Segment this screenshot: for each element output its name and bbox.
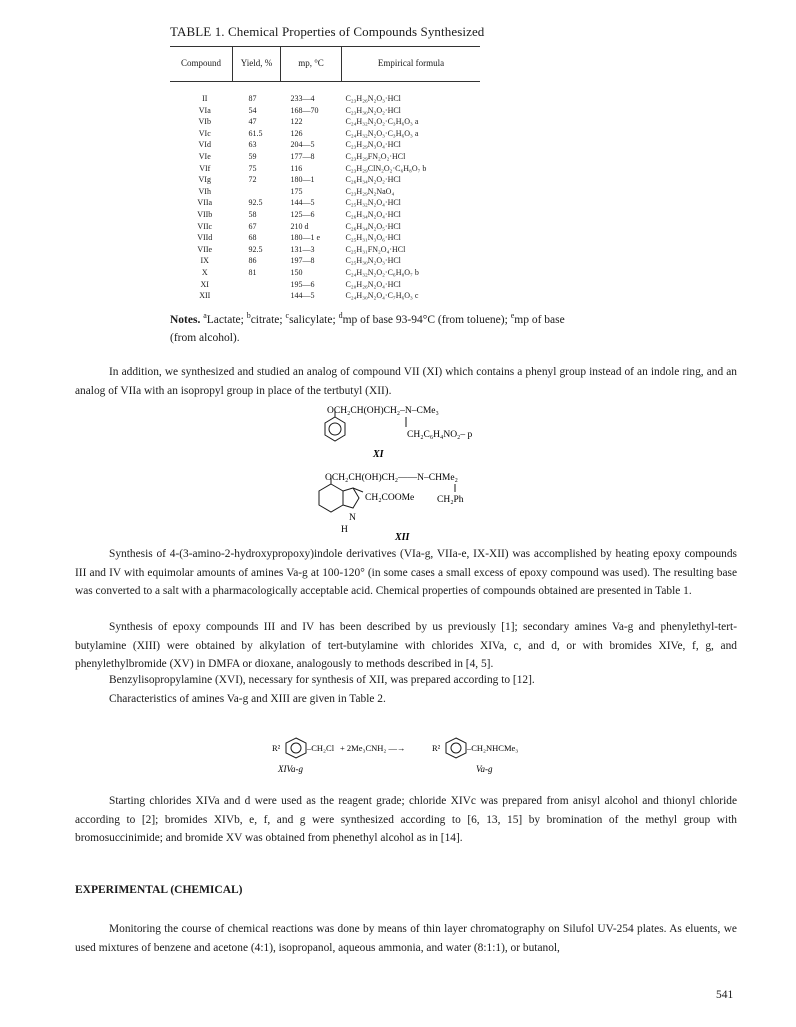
formula-cell: C₂₃H₂₉ClN₂O₂·C₆H₈O₇ b	[345, 163, 427, 173]
formula-cell: C₂₃H₃₀N₂O₂·HCl	[345, 105, 401, 115]
line-benzylisopropylamine: Benzylisopropylamine (XVI), necessary for synthesis of XII, was prepared according to [12].	[109, 674, 535, 686]
reaction-label-left: XIVa-g	[278, 764, 303, 774]
yield-cell: 47	[248, 117, 257, 127]
table-row	[170, 116, 480, 128]
yield-cell: 81	[248, 267, 257, 277]
xii-right-sub: CH₂Ph	[437, 495, 464, 505]
table-row	[170, 232, 480, 244]
yield-cell: 59	[248, 151, 257, 161]
header-compound: Compound	[170, 47, 233, 82]
notes-line2: (from alcohol).	[170, 331, 240, 344]
notes-label: Notes.	[170, 313, 201, 326]
yield-cell: 75	[248, 163, 257, 173]
structure-xi-diagram	[315, 403, 485, 463]
yield-cell: 68	[248, 233, 257, 243]
mp-cell: 168—70	[290, 105, 319, 115]
mp-cell: 150	[290, 267, 303, 277]
compound-cell: VIIb	[197, 209, 213, 219]
formula-cell: C₂₄H₃₀N₂O₄·C₇H₆O₃ c	[345, 291, 419, 301]
compound-cell: VIh	[198, 186, 211, 196]
note-c: salicylate;	[289, 313, 339, 326]
table-row	[170, 82, 480, 105]
xii-h: H	[341, 525, 348, 535]
mp-cell: 131—3	[290, 244, 315, 254]
note-d: mp of base 93-94°C (from toluene);	[342, 313, 511, 326]
table-row	[170, 209, 480, 221]
yield-cell: 58	[248, 209, 257, 219]
table-row	[170, 244, 480, 256]
formula-cell: C₂₆H₃₄N₂O₄·HCl	[345, 209, 401, 219]
compound-cell: VIf	[199, 163, 211, 173]
compound-cell: XII	[199, 291, 211, 301]
formula-cell: C₂₃H₂₉N₃O₄·HCl	[345, 140, 401, 150]
formula-cell: C₂₃H₂₆N₂O₃·HCl	[345, 94, 401, 103]
table-row	[170, 290, 480, 302]
table-row	[170, 163, 480, 175]
xii-chain: OCH₂CH(OH)CH₂——N–CHMe₂	[325, 473, 458, 483]
chemical-properties-table	[170, 46, 480, 302]
xii-label: XII	[395, 532, 410, 543]
compound-cell: VIb	[198, 117, 211, 127]
xii-n: N	[349, 513, 356, 523]
formula-cell: C₂₃H₂₉N₂NaO₄	[345, 186, 395, 196]
formula-cell: C₂₄H₃₂N₂O₂·C₆H₈O₇ b	[345, 267, 419, 277]
reaction-label-right: Va-g	[476, 764, 493, 774]
note-b-mark: b	[246, 311, 251, 320]
mp-cell: 233—4	[290, 94, 315, 103]
yield-cell: 54	[248, 105, 257, 115]
paragraph-chlorides: Starting chlorides XIVa and d were used as the reagent grade; chloride XIVc was prepared from anisyl alcohol and thionyl chloride according to [2]; bromides XIVb, e, f, and g were synthesized according to [6, 13, 15] by bromination of the methyl group with bromosuccinimide; and bromide XV was obtained from phenethyl alcohol as in [14].	[75, 795, 737, 844]
note-e-mark: e	[510, 311, 515, 320]
formula-cell: C₂₅H₃₁FN₂O₄·HCl	[345, 244, 406, 254]
section-heading: EXPERIMENTAL (CHEMICAL)	[75, 884, 243, 896]
formula-cell: C₂₄H₃₂N₂O₃·C₃H₆O₃ a	[345, 128, 419, 138]
yield-cell	[233, 279, 281, 291]
mp-cell: 180—1 e	[290, 233, 321, 243]
mp-cell: 177—8	[290, 151, 315, 161]
mp-cell: 144—5	[290, 198, 315, 208]
compound-cell: XI	[200, 279, 209, 289]
formula-cell: C₂₆H₃₄N₂O₅·HCl	[345, 221, 401, 231]
benzene-ring-icon	[446, 738, 466, 758]
mp-cell: 125—6	[290, 209, 315, 219]
page-number: 541	[716, 989, 734, 1001]
compound-cell: IX	[200, 256, 209, 266]
compound-cell: VIIa	[197, 198, 213, 208]
table-row	[170, 279, 480, 291]
table-row	[170, 139, 480, 151]
mp-cell: 204—5	[290, 140, 315, 150]
mp-cell: 126	[290, 128, 303, 138]
mp-cell: 180—1	[290, 175, 315, 185]
yield-cell: 87	[248, 94, 257, 103]
table-row	[170, 174, 480, 186]
paragraph-monitoring: Monitoring the course of chemical reactions was done by means of thin layer chromatography on Silufol UV-254 plates. As eluents, we used mixtures of benzene and acetone (4:1), isopropanol, aqueous ammonia, and water (8:1:1), or butanol,	[75, 923, 737, 954]
xi-label: XI	[373, 449, 384, 460]
note-c-mark: c	[285, 311, 290, 320]
compound-cell: X	[201, 267, 208, 277]
yield-cell: 67	[248, 221, 257, 231]
yield-cell: 63	[248, 140, 257, 150]
yield-cell: 92.5	[248, 244, 263, 254]
note-a-mark: a	[203, 311, 207, 320]
note-a: Lactate;	[206, 313, 247, 326]
table-row	[170, 267, 480, 279]
paragraph-intro: In addition, we synthesized and studied an analog of compound VII (XI) which contains a phenyl group instead of an indole ring, and an analog of VIIa with an isopropyl group in place of the tertbutyl (XII).	[75, 366, 737, 397]
mp-cell: 175	[290, 186, 303, 196]
formula-cell: C₂₆H₃₄N₂O₂·HCl	[345, 175, 401, 185]
compound-cell: VIe	[198, 151, 211, 161]
formula-cell: C₂₃H₂₉FN₂O₂·HCl	[345, 151, 406, 161]
yield-cell: 92.5	[248, 198, 263, 208]
table-row	[170, 221, 480, 233]
reaction-plus-amine: + 2Me₃CNH₂ —→	[340, 743, 406, 753]
compound-cell: VId	[198, 140, 211, 150]
header-mp: mp, °C	[281, 47, 342, 82]
mp-cell: 210 d	[290, 221, 309, 231]
note-e: mp of base	[514, 313, 565, 326]
note-d-mark: d	[338, 311, 343, 320]
formula-cell: C₂₅H₃₁N₃O₆·HCl	[345, 233, 401, 243]
table-row	[170, 197, 480, 209]
formula-cell: C₂₄H₃₂N₂O₂·C₃H₆O₃ a	[345, 117, 419, 127]
reaction-r1: R²	[272, 743, 281, 753]
yield-cell	[233, 290, 281, 302]
table-row	[170, 105, 480, 117]
mp-cell: 197—8	[290, 256, 315, 266]
structure-xii-diagram	[315, 470, 515, 550]
table-row	[170, 128, 480, 140]
table-title: TABLE 1. Chemical Properties of Compounds Synthesized	[170, 24, 485, 39]
table-row	[170, 186, 480, 198]
mp-cell: 195—6	[290, 279, 315, 289]
compound-cell: VIg	[198, 175, 211, 185]
table-header-row	[170, 47, 480, 82]
compound-cell: II	[202, 94, 208, 103]
table-row	[170, 255, 480, 267]
xi-chain: OCH₂CH(OH)CH₂–N–CMe₃	[327, 406, 439, 416]
note-b: citrate;	[250, 313, 286, 326]
line-amines: Characteristics of amines Va-g and XIII are given in Table 2.	[109, 693, 386, 705]
table-notes	[170, 307, 650, 347]
yield-cell: 61.5	[248, 128, 263, 138]
mp-cell: 116	[290, 163, 303, 173]
table-row	[170, 151, 480, 163]
mp-cell: 122	[290, 117, 303, 127]
formula-cell: C₂₅H₃₀N₂O₃·HCl	[345, 256, 401, 266]
yield-cell: 72	[248, 175, 257, 185]
compound-cell: VIa	[198, 105, 211, 115]
formula-cell: C₂₅H₃₂N₂O₄·HCl	[345, 198, 401, 208]
reaction-product: –CH₂NHCMe₃	[467, 743, 519, 753]
compound-cell: VIIe	[197, 244, 213, 254]
reaction-scheme	[270, 730, 550, 778]
compound-cell: VIIc	[197, 221, 213, 231]
reaction-reagent: –CH₂Cl	[307, 743, 335, 753]
xii-left-sub: CH₂COOMe	[365, 493, 415, 503]
compound-cell: VIc	[198, 128, 211, 138]
reaction-r2: R²	[432, 743, 441, 753]
compound-cell: VIId	[197, 233, 213, 243]
header-formula: Empirical formula	[342, 47, 481, 82]
benzene-ring-icon	[286, 738, 306, 758]
paragraph-epoxy: Synthesis of epoxy compounds III and IV has been described by us previously [1]; secondary amines Va-g and phenylethyl-tert-butylamine (XIII) were obtained by alkylation of tert-butylamine with chlorides XIVa, c, and d, or with bromides XIVe, f, g, and phenylethylbromide (XV) in DMFA or dioxane, analogously to methods described in [4, 5].	[75, 621, 737, 670]
mp-cell: 144—5	[290, 291, 315, 301]
yield-cell: 86	[248, 256, 257, 266]
paragraph-synthesis: Synthesis of 4-(3-amino-2-hydroxypropoxy)indole derivatives (VIa-g, VIIa-e, IX-XII) was accomplished by heating epoxy compounds III and IV with equimolar amounts of amines Va-g at 100-120° (in some cases a small excess of epoxy compound was used). The resulting base was converted to a salt with a pharmacologically acceptable acid. Chemical properties of compounds obtained are presented in Table 1.	[75, 548, 737, 597]
xi-substituent: CH₂C₆H₄NO₂– p	[407, 430, 473, 440]
header-yield: Yield, %	[233, 47, 281, 82]
formula-cell: C₂₀H₂₆N₂O₄·HCl	[345, 279, 401, 289]
yield-cell	[233, 186, 281, 198]
